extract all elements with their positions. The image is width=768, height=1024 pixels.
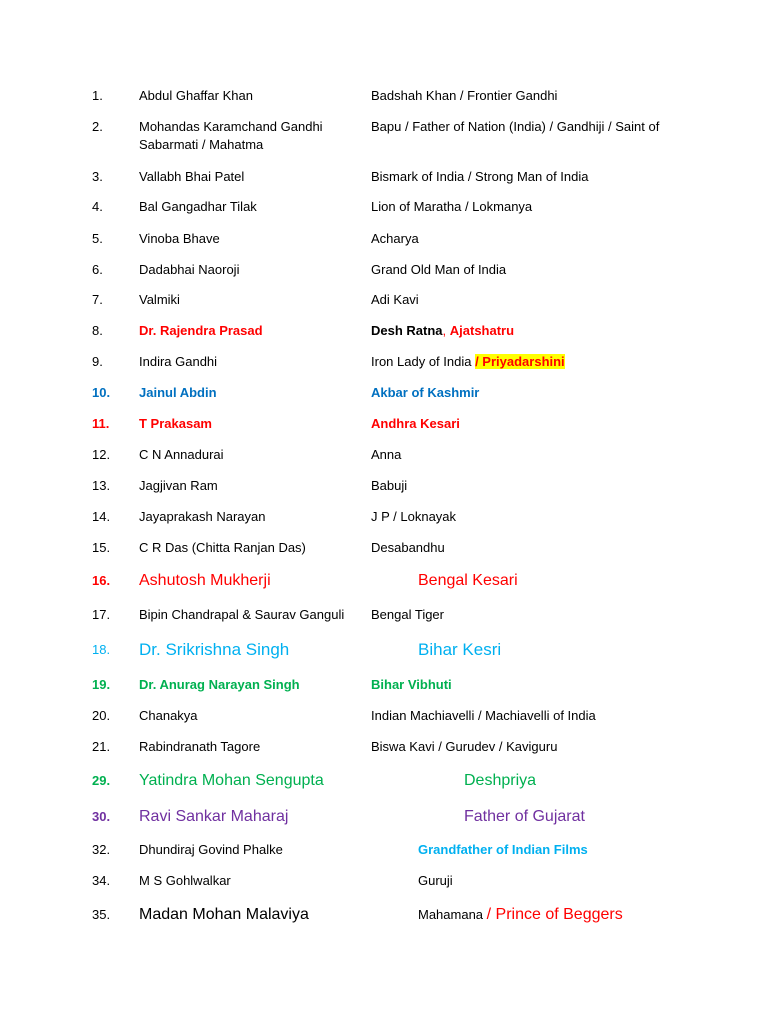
item-number: 30. <box>92 809 111 824</box>
item-number: 18. <box>92 642 111 657</box>
person-name: Dr. Rajendra Prasad <box>139 323 263 338</box>
person-title: Deshpriya <box>464 772 537 789</box>
person-name: Vallabh Bhai Patel <box>139 169 245 184</box>
person-title: Anna <box>371 447 402 462</box>
person-title: J P / Loknayak <box>371 509 457 524</box>
person-name: Ravi Sankar Maharaj <box>139 808 289 825</box>
person-name: M S Gohlwalkar <box>139 873 231 888</box>
item-number: 2. <box>92 119 103 134</box>
item-number: 8. <box>92 323 103 338</box>
person-name: Valmiki <box>139 292 180 307</box>
person-name: Jainul Abdin <box>139 385 217 400</box>
person-name: Rabindranath Tagore <box>139 739 261 754</box>
person-title: Adi Kavi <box>371 292 419 307</box>
item-number: 10. <box>92 385 111 400</box>
person-name: Chanakya <box>139 708 198 723</box>
item-number: 13. <box>92 478 111 493</box>
person-title: Akbar of Kashmir <box>371 385 480 400</box>
person-name: Ashutosh Mukherji <box>139 572 271 589</box>
person-name: T Prakasam <box>139 416 212 431</box>
title-extra: Ajatshatru <box>449 323 515 338</box>
item-number: 14. <box>92 509 111 524</box>
person-title: Badshah Khan / Frontier Gandhi <box>371 88 558 103</box>
item-number: 35. <box>92 907 111 922</box>
item-number: 21. <box>92 739 111 754</box>
person-title: Grandfather of Indian Films <box>418 842 588 857</box>
person-name: Madan Mohan Malaviya <box>139 906 309 923</box>
person-title: Acharya <box>371 231 419 246</box>
person-title: Andhra Kesari <box>371 416 460 431</box>
person-name: Bipin Chandrapal & Saurav Ganguli <box>139 607 345 622</box>
person-title: Grand Old Man of India <box>371 262 507 277</box>
item-number: 29. <box>92 773 111 788</box>
person-title: Desabandhu <box>371 540 445 555</box>
item-number: 3. <box>92 169 103 184</box>
item-number: 1. <box>92 88 103 103</box>
title-main: Mahamana <box>418 907 487 922</box>
title-extra-highlighted: / Priyadarshini <box>475 354 565 369</box>
item-number: 19. <box>92 677 111 692</box>
person-title: Bengal Kesari <box>418 572 518 589</box>
person-name-line2: Sabarmati / Mahatma <box>139 137 264 152</box>
person-title <box>418 904 748 926</box>
item-number: 20. <box>92 708 111 723</box>
person-title: Bapu / Father of Nation (India) / Gandhiji / Saint of <box>371 119 660 134</box>
title-main: Iron Lady of India <box>371 354 476 369</box>
person-title: Bihar Vibhuti <box>371 677 452 692</box>
person-name: Jayaprakash Narayan <box>139 509 266 524</box>
person-title <box>371 353 701 371</box>
person-name: Dr. Anurag Narayan Singh <box>139 677 300 692</box>
item-number: 34. <box>92 873 111 888</box>
person-title: Father of Gujarat <box>464 808 585 825</box>
person-title: Lion of Maratha / Lokmanya <box>371 199 533 214</box>
person-name: C R Das (Chitta Ranjan Das) <box>139 540 306 555</box>
item-number: 4. <box>92 199 103 214</box>
item-number: 5. <box>92 231 103 246</box>
person-name: Dr. Srikrishna Singh <box>139 640 290 659</box>
person-name: Indira Gandhi <box>139 354 218 369</box>
title-main: Desh Ratna <box>371 323 443 338</box>
item-number: 12. <box>92 447 111 462</box>
title-separator: , <box>442 323 450 338</box>
item-number: 16. <box>92 573 111 588</box>
person-name: Dadabhai Naoroji <box>139 262 240 277</box>
person-name: Yatindra Mohan Sengupta <box>139 772 324 789</box>
item-number: 7. <box>92 292 103 307</box>
person-title: Bismark of India / Strong Man of India <box>371 169 589 184</box>
item-number: 6. <box>92 262 103 277</box>
person-name: Bal Gangadhar Tilak <box>139 199 257 214</box>
person-title: Biswa Kavi / Gurudev / Kaviguru <box>371 739 558 754</box>
item-number: 11. <box>92 416 110 431</box>
person-name: Vinoba Bhave <box>139 231 220 246</box>
item-number: 9. <box>92 354 103 369</box>
person-title: Bengal Tiger <box>371 607 444 622</box>
person-title: Guruji <box>418 873 453 888</box>
person-title: Babuji <box>371 478 408 493</box>
person-name: Dhundiraj Govind Phalke <box>139 842 283 857</box>
item-number: 15. <box>92 540 111 555</box>
title-extra: / Prince of Beggers <box>486 906 623 923</box>
person-title: Indian Machiavelli / Machiavelli of India <box>371 708 596 723</box>
person-name <box>139 118 359 154</box>
person-title: Bihar Kesri <box>418 640 502 659</box>
item-number: 32. <box>92 842 111 857</box>
person-name-line1: Mohandas Karamchand Gandhi <box>139 119 323 134</box>
item-number: 17. <box>92 607 111 622</box>
person-name: C N Annadurai <box>139 447 224 462</box>
person-title <box>371 322 701 340</box>
person-name: Abdul Ghaffar Khan <box>139 88 253 103</box>
person-name: Jagjivan Ram <box>139 478 218 493</box>
